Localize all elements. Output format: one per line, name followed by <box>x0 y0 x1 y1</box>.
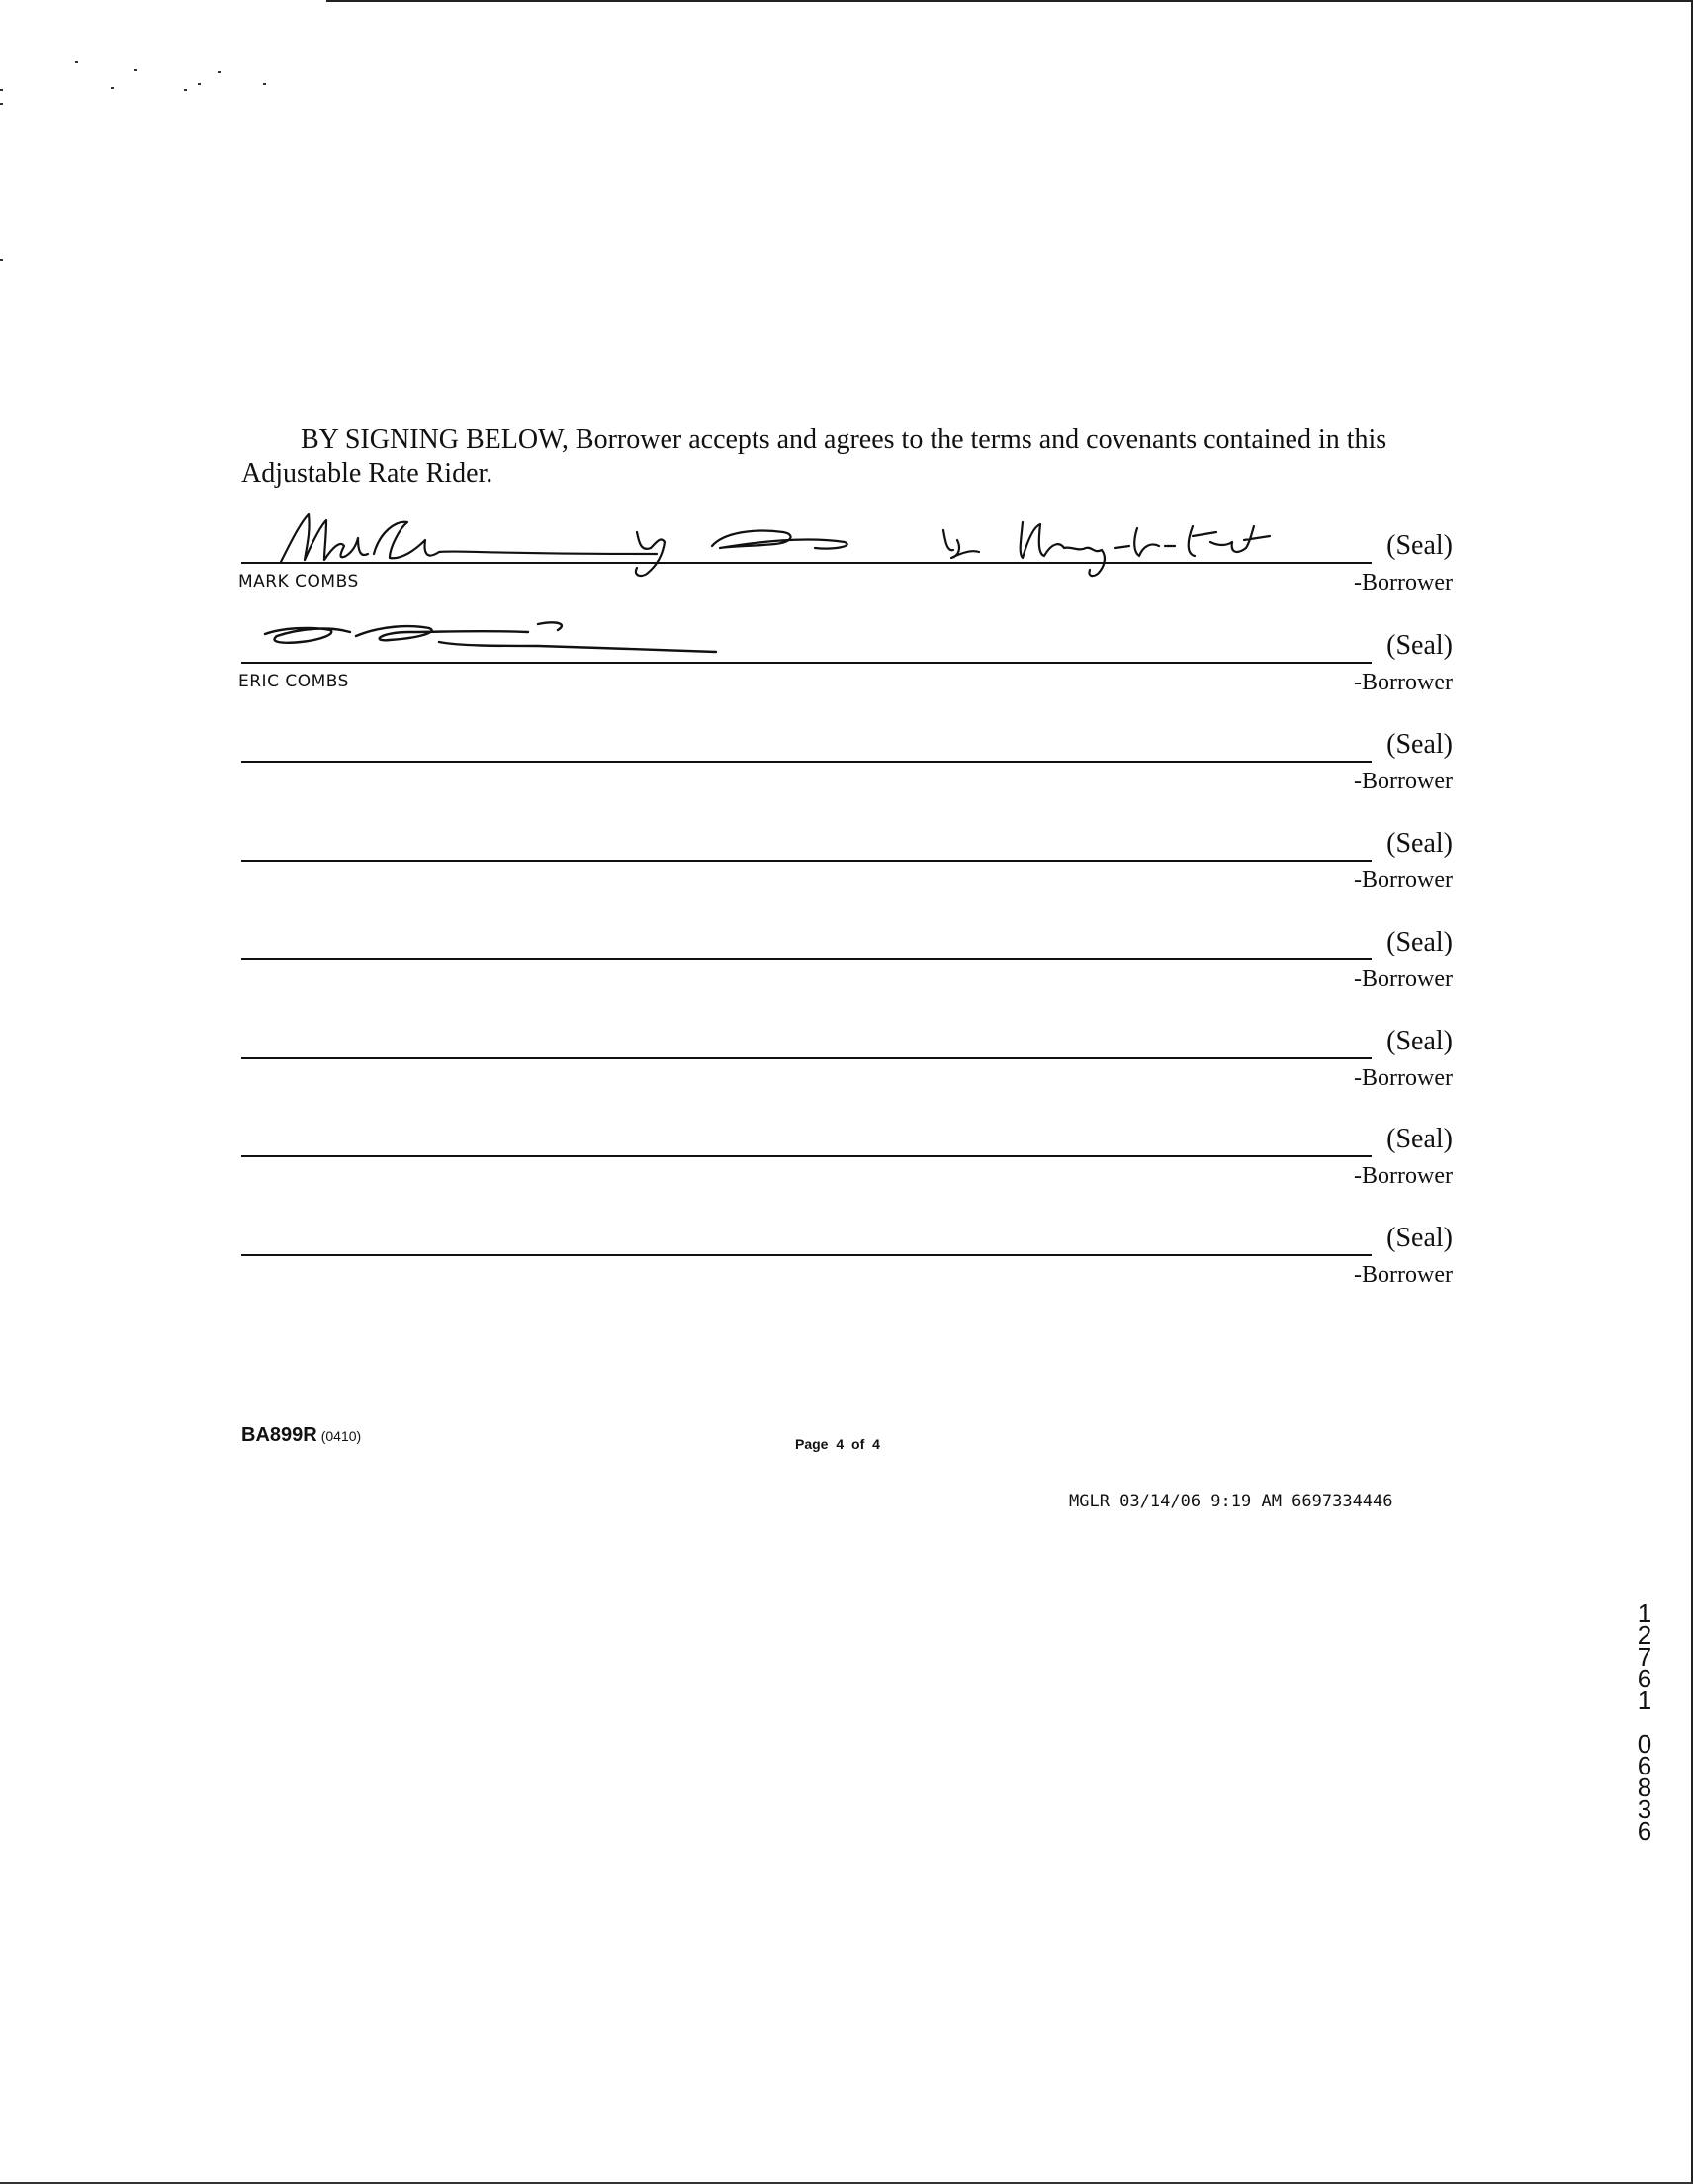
form-code-id: BA899R <box>241 1424 317 1446</box>
acceptance-paragraph <box>241 423 1453 491</box>
signature-block-8 <box>241 1215 1453 1314</box>
vertical-number-glyph: 6 <box>1637 1751 1652 1780</box>
vertical-number-glyph: 6 <box>1637 1664 1652 1693</box>
page-number: Page 4 of 4 <box>795 1436 880 1452</box>
signature-line <box>241 562 1372 564</box>
signature-block-3 <box>241 721 1453 820</box>
borrower-label: -Borrower <box>1354 966 1453 992</box>
borrower-label: -Borrower <box>1354 1065 1453 1091</box>
signature-line <box>241 1155 1372 1157</box>
vertical-number-glyph: 3 <box>1637 1794 1652 1824</box>
form-revision: (0410) <box>320 1428 362 1444</box>
signature-line <box>241 1254 1372 1256</box>
borrower-label: -Borrower <box>1354 1262 1453 1288</box>
vertical-number-glyph: 8 <box>1637 1773 1652 1802</box>
signature-block-7 <box>241 1116 1453 1215</box>
vertical-document-number <box>1630 1598 1659 1846</box>
signature-block-2 <box>238 622 1453 721</box>
seal-label: (Seal) <box>1386 729 1453 760</box>
borrower-label: -Borrower <box>1354 769 1453 794</box>
seal-label: (Seal) <box>1386 828 1453 859</box>
vertical-number-glyph: 1 <box>1637 1598 1652 1628</box>
vertical-number-glyph: 6 <box>1637 1816 1652 1846</box>
signature-line <box>241 1057 1372 1059</box>
signature-block-6 <box>241 1018 1453 1117</box>
seal-label: (Seal) <box>1386 530 1453 561</box>
borrower-label: -Borrower <box>1354 670 1453 695</box>
vertical-number-glyph: 0 <box>1637 1729 1652 1759</box>
handwritten-signature-mark-combs <box>241 502 1349 582</box>
signer-name: MARK COMBS <box>238 572 359 592</box>
seal-label: (Seal) <box>1386 1223 1453 1253</box>
borrower-label: -Borrower <box>1354 867 1453 893</box>
borrower-label: -Borrower <box>1354 1163 1453 1189</box>
signer-name: ERIC COMBS <box>238 672 349 691</box>
page-border-top <box>326 0 1693 2</box>
signature-block-4 <box>241 820 1453 919</box>
seal-label: (Seal) <box>1386 1124 1453 1154</box>
signature-line <box>241 662 1372 664</box>
acceptance-text: Borrower accepts and agrees to the terms and covenants contained in this Adjustable Rate Rider. <box>241 424 1387 489</box>
print-timestamp: MGLR 03/14/06 9:19 AM 6697334446 <box>1069 1492 1393 1511</box>
signature-line <box>241 860 1372 862</box>
vertical-number-glyph: 1 <box>1637 1685 1652 1715</box>
acceptance-lead: BY SIGNING BELOW, <box>301 424 569 455</box>
vertical-number-glyph: 7 <box>1637 1642 1652 1672</box>
signature-line <box>241 958 1372 960</box>
signature-line <box>241 761 1372 763</box>
seal-label: (Seal) <box>1386 1026 1453 1056</box>
borrower-label: -Borrower <box>1354 570 1453 595</box>
signature-block-5 <box>241 919 1453 1018</box>
vertical-number-glyph: 2 <box>1637 1620 1652 1650</box>
seal-label: (Seal) <box>1386 630 1453 661</box>
seal-label: (Seal) <box>1386 927 1453 957</box>
form-code <box>241 1424 361 1447</box>
